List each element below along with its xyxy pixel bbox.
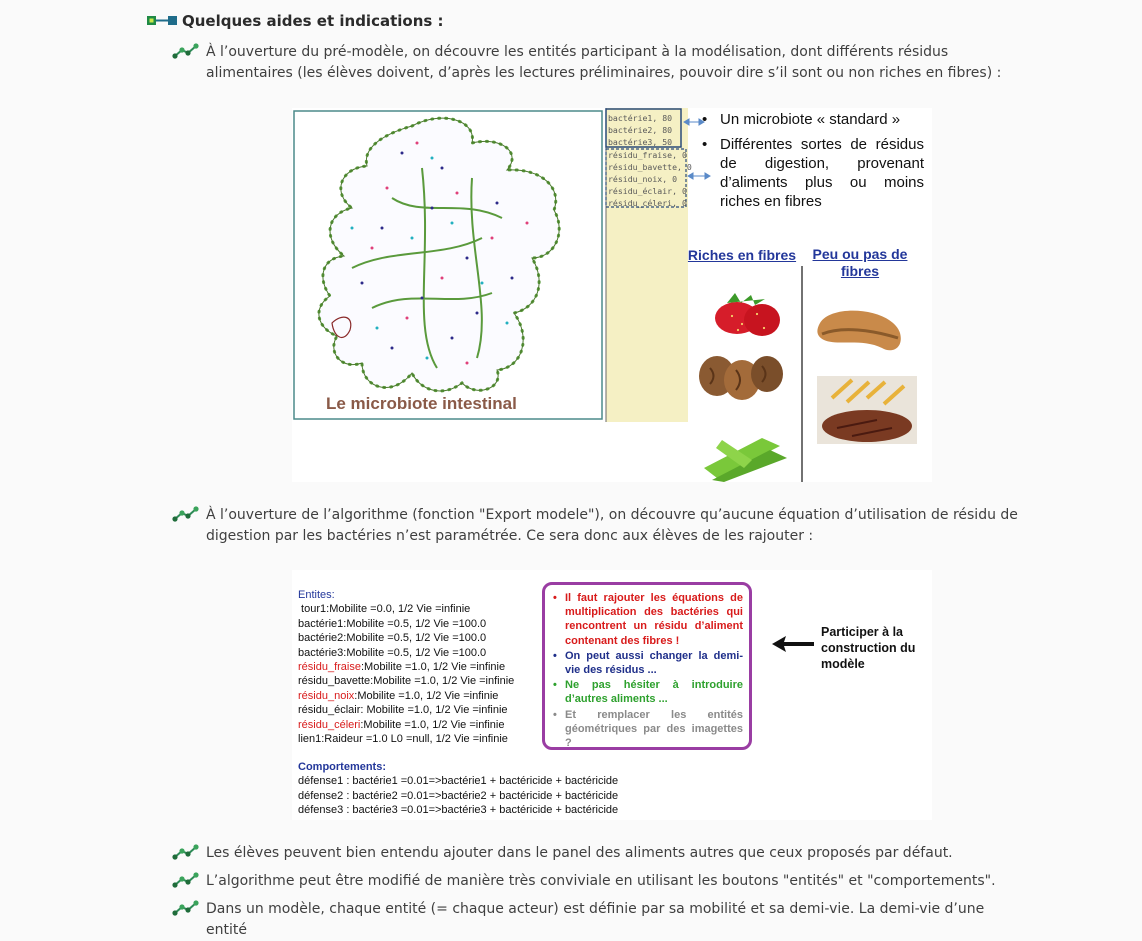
entity-line <box>298 617 514 631</box>
entity-line <box>298 732 514 746</box>
hint-text: On peut aussi changer la demi-vie des résidus ... <box>565 649 743 677</box>
entity-line <box>298 646 514 660</box>
entity-line <box>298 718 514 732</box>
behaviours-header: Comportements: <box>298 761 387 773</box>
entity-residue: résidu_bavette, 0 <box>608 162 692 172</box>
molecule-bullet-icon <box>172 843 206 867</box>
entity-params: :Mobilite =0.5, 1/2 Vie =100.0 <box>343 632 487 645</box>
col-rich-in-fibres: Riches en fibres <box>687 247 797 263</box>
eclair-image <box>817 311 900 351</box>
list-item <box>172 843 1022 867</box>
entity-name: bactérie2 <box>298 632 344 645</box>
entity-residue: résidu_fraise, 0 <box>608 150 687 160</box>
entity-params: :Mobilite =1.0, 1/2 Vie =infinie <box>370 675 515 688</box>
entity-residue: résidu_céleri, 0 <box>608 198 687 208</box>
entity-line <box>298 689 514 703</box>
list-item <box>172 42 1022 84</box>
entity-line <box>298 703 514 717</box>
entity-params: :Mobilite =0.5, 1/2 Vie =100.0 <box>343 617 487 630</box>
entity-bacteria-3: bactérie3, 50 <box>608 137 673 147</box>
entity-bacteria-2: bactérie2, 80 <box>608 125 673 135</box>
entity-name: bactérie3 <box>298 646 344 659</box>
hint-item: • On peut aussi changer la demi-vie des résidus ... <box>553 649 743 677</box>
entity-line <box>298 674 514 688</box>
entity-bacteria-1: bactérie1, 80 <box>608 113 673 123</box>
list-item <box>172 871 1022 895</box>
list-item-text: Les élèves peuvent bien entendu ajouter dans le panel des aliments autres que ceux proposés par défaut. <box>206 845 953 861</box>
strawberry-image <box>715 293 780 336</box>
entity-name: résidu_bavette <box>298 675 371 688</box>
callout-text: Participer à la construction du modèle <box>821 625 916 671</box>
molecule-bullet-icon <box>172 42 206 66</box>
entity-name: résidu_céleri <box>298 718 361 731</box>
molecule-bullet-icon <box>172 505 206 529</box>
hint-item: • Il faut rajouter les équations de multiplication des bactéries qui rencontrent un résidu d’aliment contenant des fibres ! <box>553 592 743 647</box>
hint-text: Et remplacer les entités géométriques par des imagettes ? <box>565 708 743 750</box>
figure1-bullets: • Un microbiote « standard » • Différentes sortes de résidus de digestion, provenant d’aliments plus ou moins riches en fibres <box>702 111 924 210</box>
figure-algorithm <box>292 570 932 820</box>
list-item-text: À l’ouverture de l’algorithme (fonction "Export modele"), on découvre qu’aucune équation d’utilisation de résidu de digestion par les bactéries n’est paramétrée. Ce sera donc aux élèves de les rajouter : <box>206 507 1018 544</box>
entity-params: : Mobilite =1.0, 1/2 Vie =infinie <box>360 704 508 717</box>
list-item <box>172 505 1022 547</box>
residue-list <box>608 149 692 209</box>
entity-name: résidu_noix <box>298 689 355 702</box>
behaviour-line: défense1 : bactérie1 =0.01=>bactérie1 + bactéricide + bactéricide <box>298 775 619 788</box>
hints-list <box>553 591 743 751</box>
bacteria-list <box>608 112 673 147</box>
list-item-text: L’algorithme peut être modifié de manière très conviviale en utilisant les boutons "entités" et "comportements". <box>206 873 996 889</box>
section-connector-icon <box>146 14 180 28</box>
entity-params: :Mobilite =1.0, 1/2 Vie =infinie <box>354 689 499 702</box>
hints-box <box>542 582 752 750</box>
list-item-text: Dans un modèle, chaque entité (= chaque acteur) est définie par sa mobilité et sa demi-vie. La demi-vie d’une entité <box>206 901 985 938</box>
section-title: Quelques aides et indications : <box>182 12 444 30</box>
entity-line <box>298 631 514 645</box>
molecule-bullet-icon <box>172 871 206 895</box>
molecule-bullet-icon <box>172 899 206 923</box>
entities-header: Entites: <box>298 589 335 601</box>
entity-line <box>298 660 514 674</box>
behaviour-line: défense2 : bactérie2 =0.01=>bactérie2 + bactéricide + bactéricide <box>298 789 619 802</box>
bullet-residues: Différentes sortes de résidus de digestion, provenant d’aliments plus ou moins riches en fibres <box>720 136 924 210</box>
entity-params: :Mobilite =1.0, 1/2 Vie =infinie <box>360 718 505 731</box>
steak-image <box>817 376 917 444</box>
celery-image <box>704 438 787 482</box>
list-item <box>172 899 1022 938</box>
col-low-fibres: Peu ou pas de fibres <box>812 246 908 279</box>
hint-item: • Et remplacer les entités géométriques par des imagettes ? <box>553 708 743 750</box>
figure1-caption: Le microbiote intestinal <box>326 394 517 413</box>
entity-params: :Mobilite =0.0, 1/2 Vie =infinie <box>326 603 471 616</box>
entity-name: lien1 <box>298 733 322 746</box>
hint-item: • Ne pas hésiter à introduire d’autres aliments ... <box>553 679 743 706</box>
entity-name: résidu_fraise <box>298 661 361 674</box>
figure-microbiote <box>292 108 932 482</box>
entity-line <box>298 602 514 616</box>
entities-list <box>298 602 514 746</box>
entity-name: résidu_éclair <box>298 704 361 717</box>
entity-params: :Raideur =1.0 L0 =null, 1/2 Vie =infinie <box>321 733 508 746</box>
hint-text: Il faut rajouter les équations de multiplication des bactéries qui rencontrent un résidu d’aliment contenant des fibres ! <box>565 592 743 647</box>
behaviour-line: défense3 : bactérie3 =0.01=>bactérie3 + bactéricide + bactéricide <box>298 804 619 817</box>
hint-text: Ne pas hésiter à introduire d’autres aliments ... <box>565 679 743 706</box>
arrow-left-icon <box>770 634 816 654</box>
behaviours-block <box>298 760 618 818</box>
entities-block <box>298 588 514 746</box>
walnut-image <box>699 356 783 400</box>
entity-params: :Mobilite =1.0, 1/2 Vie =infinie <box>360 661 506 674</box>
list-item-text: À l’ouverture du pré-modèle, on découvre les entités participant à la modélisation, dont différents résidus alimentaires (les élèves doivent, d’après les lectures préliminaires, pouvoir dire s’il sont ou non riches en fibres) : <box>206 44 1002 81</box>
section-header <box>146 12 444 30</box>
entity-name: bactérie1 <box>298 617 344 630</box>
entity-residue: résidu_noix, 0 <box>608 174 678 184</box>
entity-residue: résidu_éclair, 0 <box>608 186 687 196</box>
entity-name: tour1 <box>298 603 327 616</box>
bullet-standard: Un microbiote « standard » <box>720 111 901 128</box>
entity-params: :Mobilite =0.5, 1/2 Vie =100.0 <box>343 646 487 659</box>
